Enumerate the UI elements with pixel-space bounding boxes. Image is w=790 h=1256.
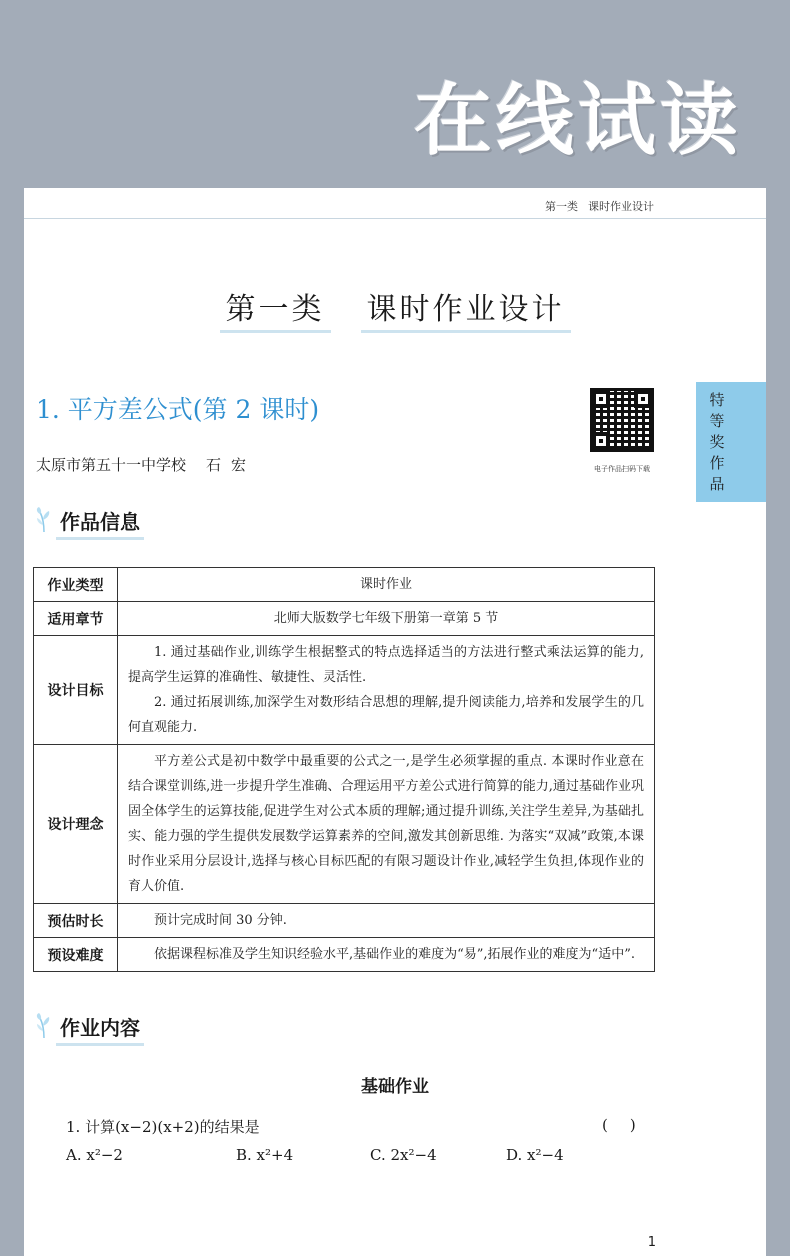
row-value <box>118 745 655 904</box>
table-row <box>34 745 655 904</box>
row-value <box>118 636 655 745</box>
row-key: 设计目标 <box>34 636 118 745</box>
leaf-icon <box>34 506 54 534</box>
question-1-stem: 1. 计算(x−2)(x+2)的结果是 <box>66 1118 260 1136</box>
row-key: 作业类型 <box>34 568 118 602</box>
chapter-title <box>24 284 766 333</box>
difficulty-paragraph: 依据课程标准及学生知识经验水平,基础作业的难度为“易”,拓展作业的难度为“适中”. <box>154 947 635 962</box>
qr-code[interactable] <box>590 388 654 452</box>
table-row <box>34 636 655 745</box>
table-row <box>34 568 655 602</box>
running-head-divider <box>24 218 766 219</box>
row-key: 适用章节 <box>34 602 118 636</box>
row-key: 预估时长 <box>34 904 118 938</box>
option-c: C. 2x²−4 <box>370 1146 437 1164</box>
concept-paragraph: 平方差公式是初中数学中最重要的公式之一,是学生必须掌握的重点. 本课时作业意在结合课堂训练,进一步提升学生准确、合理运用平方差公式进行简算的能力,通过基础作业巩固全体学生的运算技能,促进学生对公式本质的理解;通过提升训练,关注学生差异,为基础扎实、能力强的学生提供发展数学运算素养的空间,激发其创新思维. 为落实“双减”政策,本课时作业采用分层设计,选择与核心目标匹配的有限习题设计作业,减轻学生负担,体现作业的育人价值. <box>128 754 644 894</box>
author-school: 太原市第五十一中学校 <box>36 456 187 474</box>
table-row <box>34 938 655 972</box>
running-head-title: 课时作业设计 <box>588 200 654 213</box>
row-value <box>118 938 655 972</box>
banner <box>0 0 790 188</box>
award-side-tab <box>696 382 766 502</box>
answer-bracket: () <box>602 1116 658 1134</box>
section-info-label: 作品信息 <box>56 506 144 540</box>
document-page <box>24 188 766 1256</box>
leaf-icon <box>34 1012 54 1040</box>
goal-paragraph: 1. 通过基础作业,训练学生根据整式的特点选择适当的方法进行整式乘法运算的能力,提高学生运算的准确性、敏捷性、灵活性. <box>128 645 644 685</box>
running-head <box>535 198 654 214</box>
chapter-category: 第一类 <box>220 284 331 333</box>
section-content-label: 作业内容 <box>56 1012 144 1046</box>
basic-homework-heading: 基础作业 <box>361 1077 429 1097</box>
table-row <box>34 602 655 636</box>
banner-title: 在线试读 <box>413 76 742 166</box>
option-b: B. x²+4 <box>236 1146 294 1164</box>
award-tab-text: 特 等 奖 作 品 <box>709 391 725 493</box>
table-row <box>34 904 655 938</box>
row-key: 预设难度 <box>34 938 118 972</box>
row-value: 北师大版数学七年级下册第一章第 5 节 <box>118 602 655 636</box>
author-line <box>36 454 256 475</box>
row-key: 设计理念 <box>34 745 118 904</box>
duration-paragraph: 预计完成时间 30 分钟. <box>154 913 287 928</box>
row-value <box>118 904 655 938</box>
chapter-name: 课时作业设计 <box>361 284 571 333</box>
lesson-title: 1. 平方差公式(第 2 课时) <box>36 395 320 424</box>
option-d: D. x²−4 <box>506 1146 564 1164</box>
qr-caption: 电子作品扫码下载 <box>594 465 650 473</box>
goal-paragraph: 2. 通过拓展训练,加深学生对数形结合思想的理解,提升阅读能力,培养和发展学生的几何直观能力. <box>128 695 644 735</box>
info-table <box>33 567 655 972</box>
row-value: 课时作业 <box>118 568 655 602</box>
option-a: A. x²−2 <box>66 1146 123 1164</box>
running-head-category: 第一类 <box>545 200 578 213</box>
page-number: 1 <box>647 1235 656 1250</box>
author-name: 石宏 <box>206 456 257 474</box>
